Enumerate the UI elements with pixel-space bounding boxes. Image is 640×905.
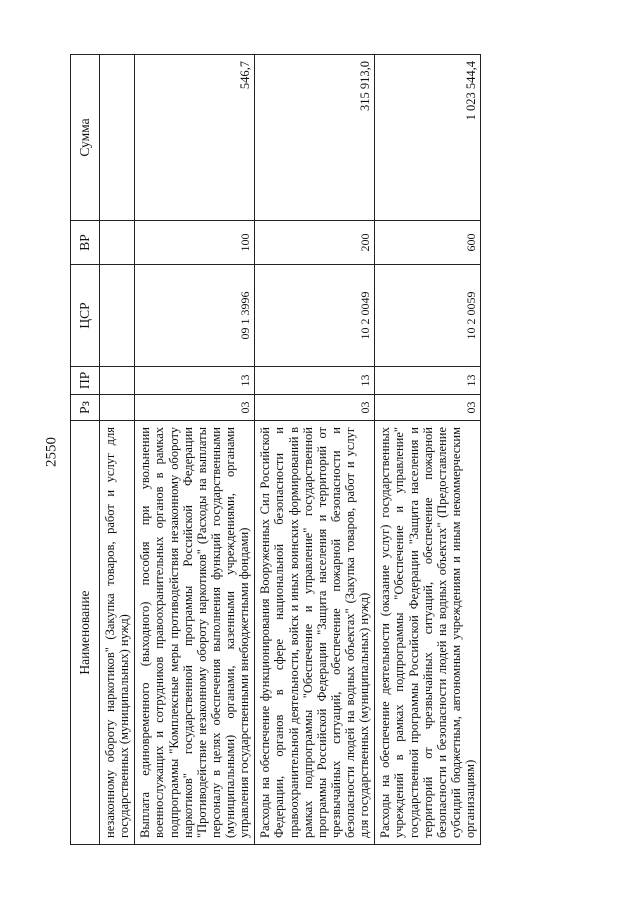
- budget-table: [70, 54, 481, 845]
- row-csr: 10 2 0059: [375, 265, 481, 367]
- rotated-page-content: [70, 55, 610, 845]
- row-sum: 546,7: [135, 55, 255, 221]
- row-pr: 13: [255, 367, 375, 395]
- table-header-row: [71, 55, 100, 845]
- row-csr: 10 2 0049: [255, 265, 375, 367]
- row-csr: 09 1 3996: [135, 265, 255, 367]
- header-rz: Рз: [71, 395, 100, 421]
- row-vr: [100, 221, 135, 265]
- row-name: Выплата единовременного (выходного) пособия при увольнении военнослужащих и сотрудников правоохранительных органов в рамках подпрограммы "Комплексные меры противодействия незаконному обороту наркотиков" государственной программы Российской Федерации "Противодействие незаконному обороту наркотиков" (Расходы на выплаты персоналу в целях обеспечения выполнения функций государственными (муниципальными) органами, казенными учреждениями, органами управления государственными внебюджетными фондами): [135, 421, 255, 845]
- row-vr: 200: [255, 221, 375, 265]
- header-vr: ВР: [71, 221, 100, 265]
- row-pr: [100, 367, 135, 395]
- table-row: [375, 55, 481, 845]
- row-sum: [100, 55, 135, 221]
- row-name: Расходы на обеспечение деятельности (оказание услуг) государственных учреждений в рамках подпрограммы "Обеспечение и управление" государственной программы Российской Федерации "Защита населения и территорий от чрезвычайных ситуаций, обеспечение пожарной безопасности и безопасности людей на водных объектах" (Предоставление субсидий бюджетным, автономным учреждениям и иным некоммерческим организациям): [375, 421, 481, 845]
- table-row: [255, 55, 375, 845]
- row-pr: 13: [375, 367, 481, 395]
- table-row: [135, 55, 255, 845]
- header-pr: ПР: [71, 367, 100, 395]
- header-sum: Сумма: [71, 55, 100, 221]
- row-pr: 13: [135, 367, 255, 395]
- row-name: Расходы на обеспечение функционирования Вооруженных Сил Российской Федерации, органов в сфере национальной безопасности и правоохранительной деятельности, войск и иных воинских формирований в рамках подпрограммы "Обеспечение и управление" государственной программы Российской Федерации "Защита населения и территорий от чрезвычайных ситуаций, обеспечение пожарной безопасности и безопасности людей на водных объектах" (Закупка товаров, работ и услуг для государственных (муниципальных) нужд): [255, 421, 375, 845]
- header-name: Наименование: [71, 421, 100, 845]
- row-rz: 03: [255, 395, 375, 421]
- row-sum: 1 023 544,4: [375, 55, 481, 221]
- row-rz: [100, 395, 135, 421]
- table-row: [100, 55, 135, 845]
- page-number-text: 2550: [43, 437, 60, 467]
- row-vr: 100: [135, 221, 255, 265]
- row-name: незаконному обороту наркотиков" (Закупка товаров, работ и услуг для государственных (муниципальных) нужд): [100, 421, 135, 845]
- row-rz: 03: [375, 395, 481, 421]
- header-csr: ЦСР: [71, 265, 100, 367]
- row-sum: 315 913,0: [255, 55, 375, 221]
- row-csr: [100, 265, 135, 367]
- row-rz: 03: [135, 395, 255, 421]
- row-vr: 600: [375, 221, 481, 265]
